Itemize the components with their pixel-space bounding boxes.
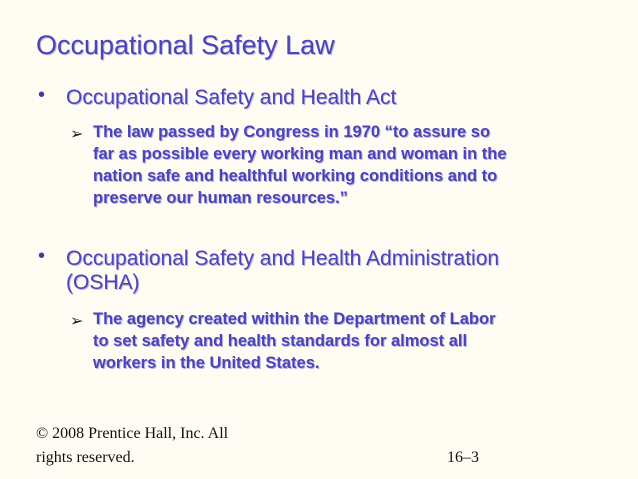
bullet-2-marker: • <box>38 245 46 267</box>
slide-number: 16–3 <box>447 449 479 466</box>
sub-bullet-1-line-3: nation safe and healthful working conditions and to <box>93 167 498 185</box>
sub-bullet-1-text <box>93 121 507 209</box>
bullet-1-marker: • <box>38 84 46 106</box>
bullet-1-text: Occupational Safety and Health Act <box>66 86 397 109</box>
sub-bullet-1-line-2: far as possible every working man and woman in the <box>93 145 507 163</box>
sub-bullet-2-line-1: The agency created within the Department of Labor <box>93 310 496 328</box>
bullet-2-text <box>66 247 499 295</box>
sub-bullet-1-line-1: The law passed by Congress in 1970 “to assure so <box>93 123 491 141</box>
sub-bullet-2-text <box>93 308 496 374</box>
bullet-2-line-2: (OSHA) <box>66 271 140 294</box>
sub-bullet-2-line-2: to set safety and health standards for almost all <box>93 332 468 350</box>
copyright-line-1: © 2008 Prentice Hall, Inc. All <box>36 425 229 442</box>
copyright-line-2: rights reserved. <box>36 449 135 466</box>
sub-bullet-1-arrow-icon: ➢ <box>70 126 84 143</box>
copyright-notice <box>36 422 306 470</box>
sub-bullet-2-arrow-icon: ➢ <box>70 313 84 330</box>
slide-title: Occupational Safety Law <box>36 30 335 60</box>
sub-bullet-1-line-4: preserve our human resources.” <box>93 189 348 207</box>
sub-bullet-2-line-3: workers in the United States. <box>93 354 320 372</box>
bullet-2-line-1: Occupational Safety and Health Administration <box>66 247 500 270</box>
